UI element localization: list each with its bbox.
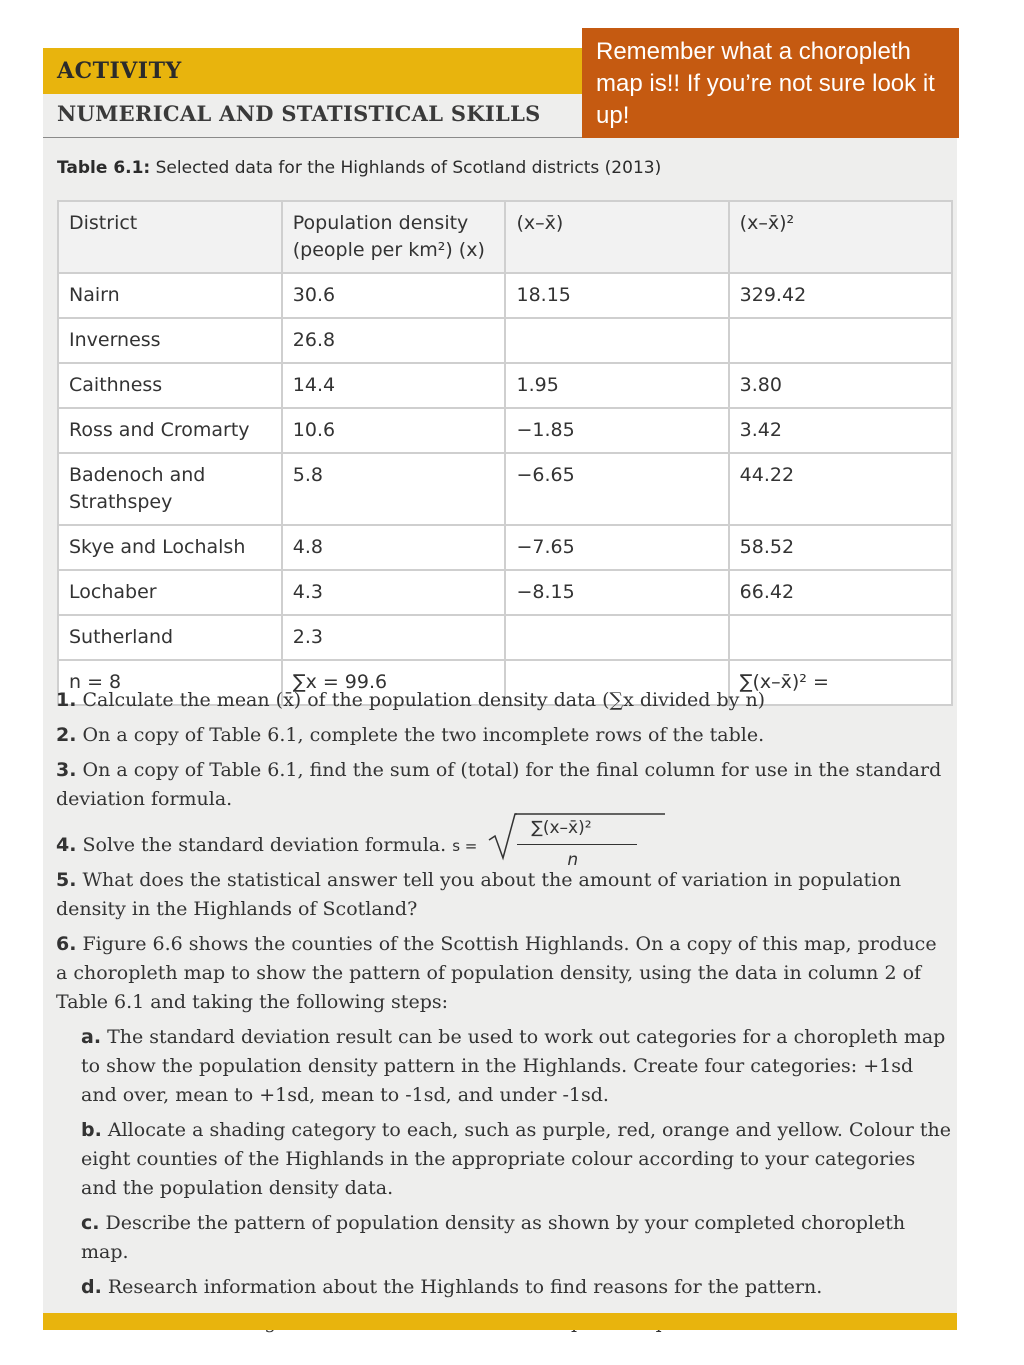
question-number: 2.: [56, 724, 77, 746]
cell-district: Ross and Cromarty: [58, 408, 282, 453]
table-row: [58, 525, 952, 570]
cell-deviation-squared: 3.42: [729, 408, 952, 453]
question-number: d.: [81, 1276, 102, 1298]
cell-deviation: −6.65: [505, 453, 728, 525]
cell-district: Skye and Lochalsh: [58, 525, 282, 570]
question-number: 6.: [56, 933, 77, 955]
question-6c: [81, 1209, 952, 1267]
question-text: Figure 6.6 shows the counties of the Scottish Highlands. On a copy of this map, produce a choropleth map to show the pattern of population density, using the data in column 2 of Table 6.1 and taking the following steps:: [56, 933, 937, 1013]
cell-density: 5.8: [282, 453, 506, 525]
table-row: [58, 273, 952, 318]
square-root-icon: [487, 810, 517, 862]
question-number: a.: [81, 1026, 102, 1048]
cell-deviation-squared: [729, 318, 952, 363]
question-6: [56, 930, 952, 1017]
cell-district: Lochaber: [58, 570, 282, 615]
header-cell-deviation: (x–x̄): [505, 201, 728, 273]
question-number: c.: [81, 1212, 100, 1234]
question-text: On a copy of Table 6.1, complete the two incomplete rows of the table.: [82, 724, 765, 746]
population-density-table: [57, 200, 953, 706]
question-text: On a copy of Table 6.1, find the sum of (total) for the final column for use in the standard deviation formula.: [56, 759, 942, 810]
question-text: Describe the pattern of population density as shown by your completed choropleth map.: [81, 1212, 906, 1263]
cell-deviation: 18.15: [505, 273, 728, 318]
fraction-line: [517, 844, 637, 845]
cell-deviation-squared: 3.80: [729, 363, 952, 408]
cell-density: 14.4: [282, 363, 506, 408]
table-row: [58, 363, 952, 408]
cell-district: Badenoch and Strathspey: [58, 453, 282, 525]
question-2: [56, 721, 952, 750]
question-text: The standard deviation result can be used to work out categories for a choropleth map to show the population density pattern in the Highlands. Create four categories: +1sd and over, mean to +1sd, mean to -1sd, and under -1sd.: [81, 1026, 946, 1106]
cell-deviation: [505, 615, 728, 660]
table-row: [58, 570, 952, 615]
cell-district: Nairn: [58, 273, 282, 318]
activity-title: ACTIVITY: [57, 58, 182, 84]
cell-density: 4.3: [282, 570, 506, 615]
header-cell-population-density: Population density (people per km²) (x): [282, 201, 506, 273]
question-number: 3.: [56, 759, 77, 781]
question-3: [56, 756, 952, 814]
table-row: [58, 453, 952, 525]
cell-district: Inverness: [58, 318, 282, 363]
question-6d: [81, 1273, 952, 1302]
formula-denominator: n: [567, 850, 579, 870]
cell-count: n = 8: [58, 660, 282, 705]
skills-title: NUMERICAL AND STATISTICAL SKILLS: [57, 101, 541, 126]
header-cell-deviation-squared: (x–x̄)²: [729, 201, 952, 273]
cell-district: Caithness: [58, 363, 282, 408]
question-text: What does the statistical answer tell you about the amount of variation in population density in the Highlands of Scotland?: [56, 869, 902, 920]
cell-deviation-squared: 329.42: [729, 273, 952, 318]
cell-deviation: [505, 318, 728, 363]
cell-deviation-squared: [729, 615, 952, 660]
cell-deviation: −1.85: [505, 408, 728, 453]
cell-sum-x: ∑x = 99.6: [282, 660, 506, 705]
cell-district: Sutherland: [58, 615, 282, 660]
question-text: Solve the standard deviation formula.: [82, 834, 447, 856]
table-row: [58, 318, 952, 363]
table-header-row: [58, 201, 952, 273]
cell-deviation: −8.15: [505, 570, 728, 615]
formula-numerator: ∑(x–x̄)²: [531, 818, 592, 838]
cell-density: 10.6: [282, 408, 506, 453]
cell-deviation: −7.65: [505, 525, 728, 570]
table-caption-text: Selected data for the Highlands of Scotland districts (2013): [150, 158, 662, 178]
cell-density: 26.8: [282, 318, 506, 363]
cell-deviation-squared: 44.22: [729, 453, 952, 525]
question-number: 1.: [56, 689, 77, 711]
table-row: [58, 408, 952, 453]
table-row: [58, 615, 952, 660]
table-caption-label: Table 6.1:: [57, 158, 151, 178]
cell-deviation: 1.95: [505, 363, 728, 408]
table-caption: [57, 158, 661, 178]
formula-lhs: s =: [452, 837, 478, 855]
question-4: [56, 818, 952, 870]
cell-density: 2.3: [282, 615, 506, 660]
cell-sum-squares: ∑(x–x̄)² =: [729, 660, 952, 705]
question-5: [56, 866, 952, 924]
question-6b: [81, 1116, 952, 1203]
question-text: Allocate a shading category to each, such as purple, red, orange and yellow. Colour the eight counties of the Highlands in the appropriate colour according to your categories and the population density data.: [81, 1119, 951, 1199]
cell-deviation-squared: 66.42: [729, 570, 952, 615]
question-text: Research information about the Highlands to find reasons for the pattern.: [107, 1276, 823, 1298]
question-text: Calculate the mean (x̄) of the population density data (∑x divided by n): [82, 689, 766, 711]
cell-deviation-squared: 58.52: [729, 525, 952, 570]
question-list: [56, 686, 952, 1343]
question-number: b.: [81, 1119, 102, 1141]
cell-density: 4.8: [282, 525, 506, 570]
activity-footer-bar: [43, 1313, 957, 1330]
standard-deviation-formula: [487, 820, 637, 872]
header-cell-district: District: [58, 201, 282, 273]
question-number: 4.: [56, 834, 77, 856]
question-1: [56, 686, 952, 715]
question-number: 5.: [56, 869, 77, 891]
question-6a: [81, 1023, 952, 1110]
reminder-note: Remember what a choropleth map is!! If you’re not sure look it up!: [582, 28, 959, 138]
cell-density: 30.6: [282, 273, 506, 318]
